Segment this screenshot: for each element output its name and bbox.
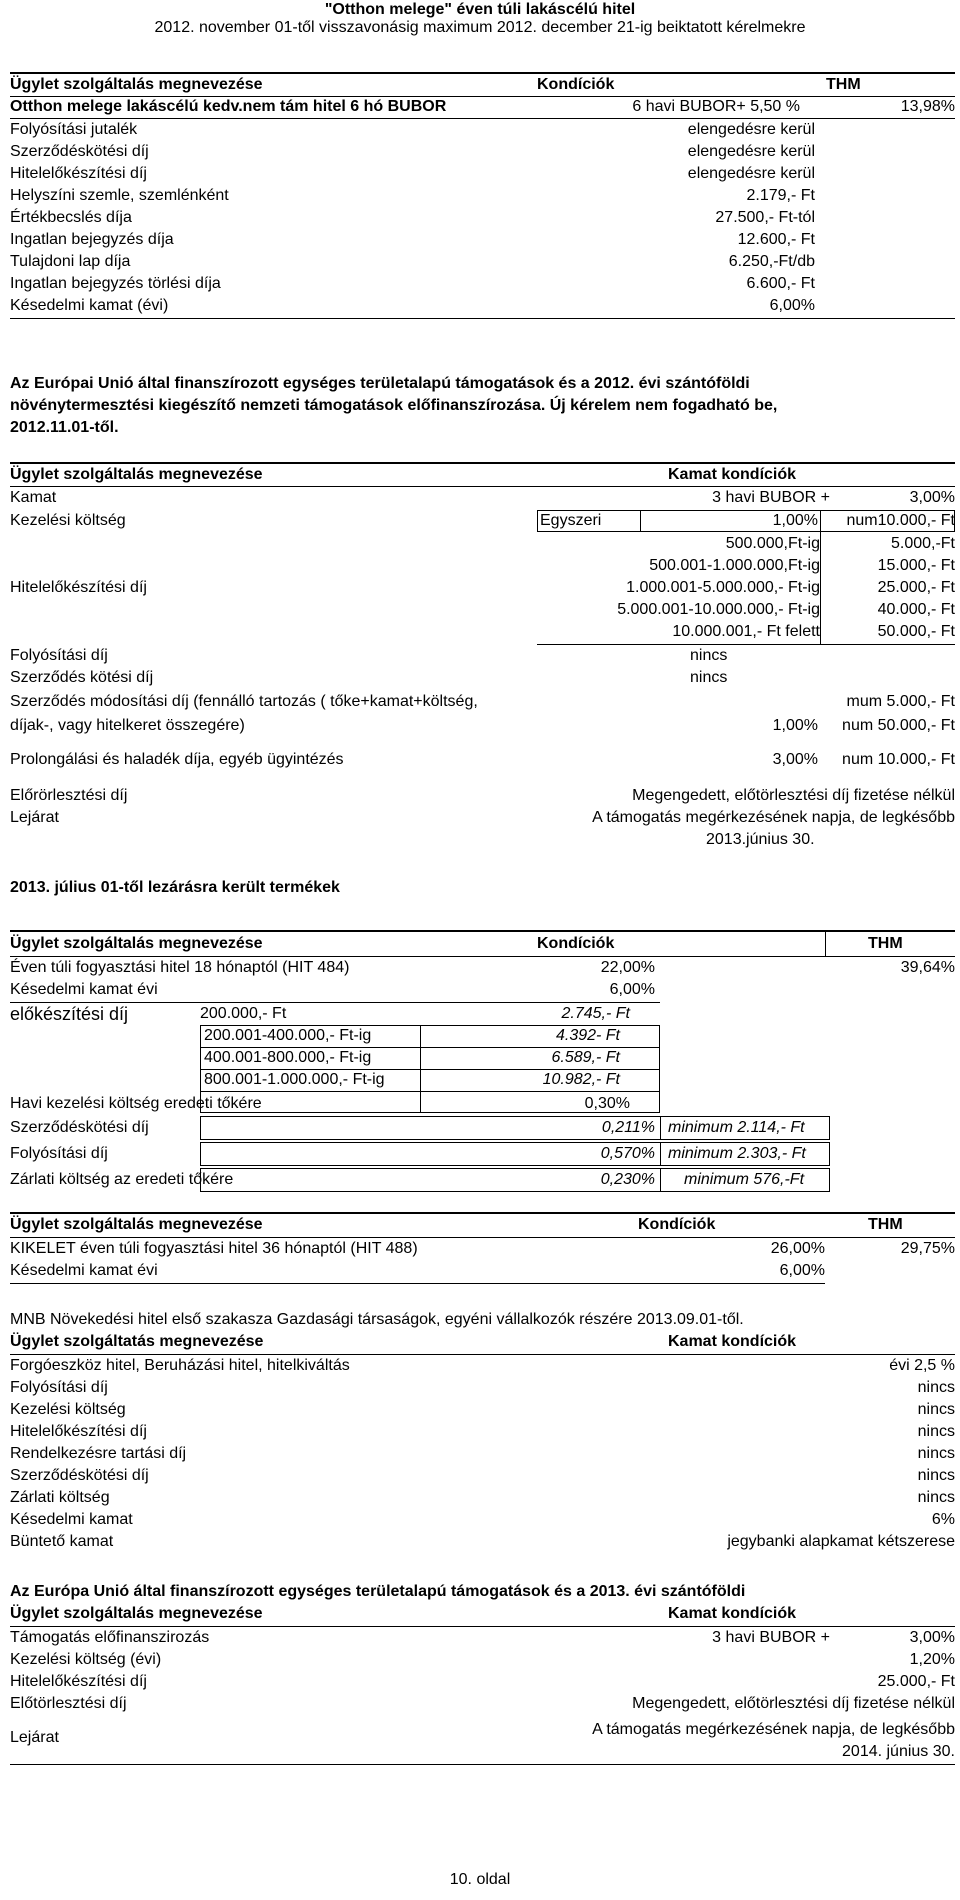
szerzodes-label: Szerződés kötési díj: [10, 669, 154, 686]
row-label: Büntető kamat: [10, 1533, 114, 1550]
row-label: Késedelmi kamat (évi): [10, 297, 169, 314]
row-value: nincs: [917, 1445, 955, 1462]
product-rate: 26,00%: [770, 1240, 825, 1257]
tier-fee: 15.000,- Ft: [877, 557, 955, 574]
row-value: 27.500,- Ft-tól: [715, 209, 815, 226]
product-name: KIKELET éven túli fogyasztási hitel 36 hónaptól (HIT 488): [10, 1240, 418, 1257]
row-value: 6,00%: [769, 297, 815, 314]
folyositasi-minimum: minimum 2.303,- Ft: [668, 1145, 806, 1162]
kezelesi-minimum: num10.000,- Ft: [846, 512, 955, 529]
page-title: "Otthon melege" éven túli lakáscélú hitel: [324, 1, 636, 18]
divider: [10, 318, 955, 319]
row-label: Ingatlan bejegyzés díja: [10, 231, 174, 248]
row-label: Helyszíni szemle, szemlénként: [10, 187, 229, 204]
elotorlesztesi-label: Előrörlesztési díj: [10, 787, 128, 804]
row-value: 6%: [931, 1511, 955, 1528]
tier-range: 5.000.001-10.000.000,- Ft-ig: [617, 601, 820, 618]
tier-range: 500.001-1.000.000,Ft-ig: [649, 557, 820, 574]
tier-range: 400.001-800.000,- Ft-ig: [204, 1049, 372, 1066]
header-ugylet: Ügylet szolgáltalás megnevezése: [10, 76, 263, 93]
divider: [10, 930, 955, 932]
row-value: nincs: [917, 1401, 955, 1418]
product-thm: 39,64%: [900, 959, 955, 976]
header-thm: THM: [868, 935, 903, 952]
lejarat-label: Lejárat: [10, 1729, 59, 1746]
product-thm: 29,75%: [900, 1240, 955, 1257]
prolongalasi-label: Prolongálási és haladék díja, egyéb ügyintézés: [10, 751, 344, 768]
zarlati-minimum: minimum 576,-Ft: [684, 1171, 805, 1188]
havi-kezelesi-value: 0,30%: [584, 1095, 630, 1112]
modositasi-label-1: Szerződés módosítási díj (fennálló tartozás ( tőke+kamat+költség,: [10, 693, 478, 710]
divider: [537, 644, 955, 645]
row-label: Forgóeszköz hitel, Beruházási hitel, hitelkiváltás: [10, 1357, 350, 1374]
tamogatas-label: Támogatás előfinanszirozás: [10, 1629, 210, 1646]
prolongalasi-minimum: num 10.000,- Ft: [842, 751, 955, 768]
divider: [660, 1116, 661, 1140]
row-label: Kezelési költség: [10, 1401, 126, 1418]
row-label: Késedelmi kamat: [10, 1511, 133, 1528]
divider: [825, 932, 826, 956]
tier-fee: 10.982,- Ft: [542, 1071, 620, 1088]
zarlati-label: Zárlati költség az eredeti tőkére: [10, 1171, 234, 1188]
havi-kezelesi-label: Havi kezelési költség eredeti tőkére: [10, 1095, 262, 1112]
section-title: MNB Növekedési hitel első szakasza Gazdasági társaságok, egyéni vállalkozók részére 2013.09.01-től.: [10, 1311, 744, 1328]
tier-fee: 25.000,- Ft: [877, 579, 955, 596]
product-condition: 6 havi BUBOR+ 5,50 %: [632, 98, 800, 115]
divider: [820, 510, 821, 532]
tier-range: 1.000.001-5.000.000,- Ft-ig: [626, 579, 820, 596]
row-value: évi 2,5 %: [889, 1357, 955, 1374]
row-label: Folyósítási jutalék: [10, 121, 138, 138]
tier-fee: 50.000,- Ft: [877, 623, 955, 640]
header-kamat: Kamat kondíciók: [668, 1605, 797, 1622]
lejarat-value: A támogatás megérkezésének napja, de legkésőbb: [592, 1721, 955, 1738]
kezelesi-label: Kezelési költség: [10, 512, 126, 529]
szerzodes-value: nincs: [690, 669, 728, 686]
folyositasi-value: nincs: [690, 647, 728, 664]
szerzodeskotesi-minimum: minimum 2.114,- Ft: [668, 1119, 805, 1136]
divider: [10, 956, 955, 957]
kamat-label: Kamat: [10, 489, 57, 506]
row-value: 2.179,- Ft: [746, 187, 815, 204]
row-label: Rendelkezésre tartási díj: [10, 1445, 187, 1462]
row-value: 6.250,-Ft/db: [728, 253, 815, 270]
szerzodeskotesi-percent: 0,211%: [601, 1119, 655, 1136]
header-kondiciok: Kondíciók: [537, 935, 615, 952]
row-label: Ingatlan bejegyzés törlési díja: [10, 275, 221, 292]
tamogatas-base: 3 havi BUBOR +: [712, 1629, 830, 1646]
row-label: Hitelelőkészítési díj: [10, 1423, 147, 1440]
divider: [10, 72, 955, 74]
divider: [10, 462, 955, 464]
row-value: nincs: [917, 1489, 955, 1506]
kezelesi-value: 1,20%: [909, 1651, 955, 1668]
divider: [10, 1212, 955, 1214]
header-ugylet: Ügylet szolgáltalás megnevezése: [10, 466, 263, 483]
folyositasi-percent: 0,570%: [600, 1145, 655, 1162]
row-value: elengedésre kerül: [687, 165, 815, 182]
row-value: nincs: [917, 1467, 955, 1484]
tier-range: 200.001-400.000,- Ft-ig: [204, 1027, 372, 1044]
folyositasi-label: Folyósítási díj: [10, 1145, 108, 1162]
kamat-base: 3 havi BUBOR +: [712, 489, 830, 506]
szerzodeskotesi-label: Szerződéskötési díj: [10, 1119, 149, 1136]
section-title: Az Európa Unió által finanszírozott egységes területalapú támogatások és a 2013. évi szántóföldi: [10, 1583, 746, 1600]
divider: [640, 510, 641, 532]
divider: [200, 1091, 660, 1092]
header-thm: THM: [826, 76, 861, 93]
product-rate: 22,00%: [600, 959, 655, 976]
zarlati-percent: 0,230%: [600, 1171, 655, 1188]
tier-fee: 40.000,- Ft: [877, 601, 955, 618]
row-value: elengedésre kerül: [687, 143, 815, 160]
header-kamat: Kamat kondíciók: [668, 1333, 797, 1350]
kesedelmi-label: Késedelmi kamat évi: [10, 981, 158, 998]
modositasi-percent: 1,00%: [772, 717, 818, 734]
tier-range: 10.000.001,- Ft felett: [672, 623, 820, 640]
tier-range: 200.000,- Ft: [200, 1005, 287, 1022]
lejarat-date: 2013.június 30.: [706, 831, 815, 848]
divider: [10, 486, 955, 487]
row-label: Zárlati költség: [10, 1489, 110, 1506]
header-ugylet: Ügylet szolgáltalás megnevezése: [10, 1216, 263, 1233]
product-name: Éven túli fogyasztási hitel 18 hónaptól (HIT 484): [10, 959, 350, 976]
header-ugylet: Ügylet szolgáltatás megnevezése: [10, 1333, 264, 1350]
tier-fee: 5.000,-Ft: [890, 535, 955, 552]
row-label: Szerződéskötési díj: [10, 143, 149, 160]
header-kamat: Kamat kondíciók: [668, 466, 797, 483]
modositasi-minimum: mum 5.000,- Ft: [846, 693, 955, 710]
section-title-line: növénytermesztési kiegészítő nemzeti támogatások előfinanszírozása. Új kérelem nem fogadható be,: [10, 397, 778, 414]
kezelesi-type: Egyszeri: [540, 512, 602, 529]
row-label: Tulajdoni lap díja: [10, 253, 131, 270]
row-label: Értékbecslés díja: [10, 209, 132, 226]
tier-fee: 6.589,- Ft: [551, 1049, 620, 1066]
elotorlesztesi-value: Megengedett, előtörlesztési díj fizetése nélkül: [632, 787, 955, 804]
tamogatas-value: 3,00%: [909, 1629, 955, 1646]
row-label: Hitelelőkészítési díj: [10, 165, 147, 182]
prolongalasi-percent: 3,00%: [772, 751, 818, 768]
divider: [660, 1168, 661, 1192]
product-thm: 13,98%: [900, 98, 955, 115]
divider: [10, 1626, 955, 1627]
tier-fee: 4.392- Ft: [555, 1027, 620, 1044]
divider: [10, 1764, 955, 1765]
elotorlesztesi-value: Megengedett, előtörlesztési díj fizetése nélkül: [632, 1695, 955, 1712]
hitelelokeszitesi-label: Hitelelőkészítési díj: [10, 1673, 147, 1690]
divider: [10, 1237, 955, 1238]
header-kondiciok: Kondíciók: [537, 76, 615, 93]
section-title: 2013. július 01-től lezárásra került termékek: [10, 879, 340, 896]
section-title-line: 2012.11.01-től.: [10, 419, 119, 436]
elokeszitesi-label: előkészítési díj: [10, 1004, 129, 1024]
elotorlesztesi-label: Előtörlesztési díj: [10, 1695, 127, 1712]
header-thm: THM: [868, 1216, 903, 1233]
page-number: 10. oldal: [449, 1871, 511, 1888]
kezelesi-percent: 1,00%: [772, 512, 818, 529]
row-value: elengedésre kerül: [687, 121, 815, 138]
kezelesi-label: Kezelési költség (évi): [10, 1651, 162, 1668]
divider: [10, 1354, 955, 1355]
row-value: nincs: [917, 1379, 955, 1396]
row-label: Folyósítási díj: [10, 1379, 108, 1396]
kesedelmi-label: Késedelmi kamat évi: [10, 1262, 158, 1279]
hitelelokeszitesi-label: Hitelelőkészítési díj: [10, 579, 147, 596]
divider: [10, 1283, 825, 1284]
kesedelmi-value: 6,00%: [609, 981, 655, 998]
divider: [820, 532, 821, 644]
kamat-value: 3,00%: [909, 489, 955, 506]
folyositasi-label: Folyósítási díj: [10, 647, 108, 664]
product-name: Otthon melege lakáscélú kedv.nem tám hitel 6 hó BUBOR: [10, 98, 447, 115]
section-title-line: Az Európai Unió által finanszírozott egységes területalapú támogatások és a 2012. évi szántóföldi: [10, 375, 750, 392]
row-value: jegybanki alapkamat kétszerese: [727, 1533, 955, 1550]
row-value: nincs: [917, 1423, 955, 1440]
kesedelmi-value: 6,00%: [779, 1262, 825, 1279]
row-value: 12.600,- Ft: [737, 231, 815, 248]
row-value: 6.600,- Ft: [746, 275, 815, 292]
divider: [10, 118, 955, 119]
tier-range: 800.001-1.000.000,- Ft-ig: [204, 1071, 385, 1088]
tier-fee: 2.745,- Ft: [561, 1005, 630, 1022]
hitelelokeszitesi-value: 25.000,- Ft: [877, 1673, 955, 1690]
modositasi-maximum: num 50.000,- Ft: [842, 717, 955, 734]
header-ugylet: Ügylet szolgáltalás megnevezése: [10, 935, 263, 952]
header-ugylet: Ügylet szolgáltalás megnevezése: [10, 1605, 263, 1622]
modositasi-label-2: díjak-, vagy hitelkeret összegére): [10, 717, 245, 734]
divider: [660, 1142, 661, 1166]
header-kondiciok: Kondíciók: [638, 1216, 716, 1233]
lejarat-value: A támogatás megérkezésének napja, de legkésőbb: [592, 809, 955, 826]
lejarat-date: 2014. június 30.: [842, 1743, 955, 1760]
row-label: Szerződéskötési díj: [10, 1467, 149, 1484]
lejarat-label: Lejárat: [10, 809, 59, 826]
tier-range: 500.000,Ft-ig: [725, 535, 820, 552]
page-subtitle: 2012. november 01-től visszavonásig maximum 2012. december 21-ig beiktatott kérelmekre: [154, 19, 806, 36]
